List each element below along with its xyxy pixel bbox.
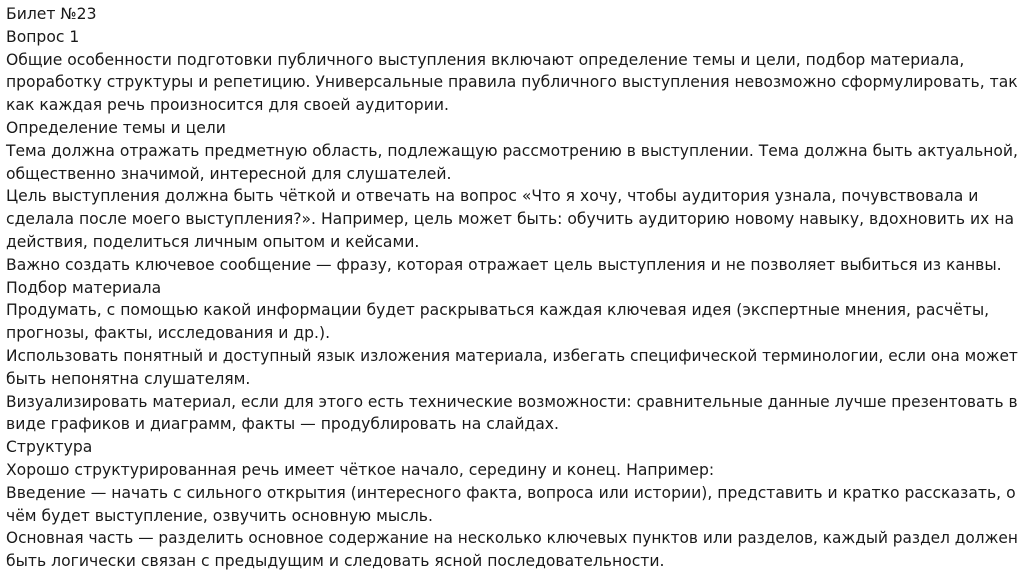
section-heading: Подбор материала	[6, 278, 162, 297]
text-line: общественно значимой, интересной для слушателей.	[6, 164, 452, 183]
text-line: проработку структуры и репетицию. Универсальные правила публичного выступления невозможно сформулировать, так	[6, 73, 1018, 92]
text-line: Хорошо структурированная речь имеет чёткое начало, середину и конец. Например:	[6, 460, 715, 479]
text-line: прогнозы, факты, исследования и др.).	[6, 324, 331, 343]
text-line: Важно создать ключевое сообщение — фразу, которая отражает цель выступления и не позволяет выбиться из канвы.	[6, 255, 1002, 274]
text-line: Продумать, с помощью какой информации будет раскрываться каждая ключевая идея (экспертные мнения, расчёты,	[6, 301, 990, 320]
section-heading: Структура	[6, 438, 93, 457]
text-line: Основная часть — разделить основное содержание на несколько ключевых пунктов или разделов, каждый раздел должен	[6, 529, 1018, 548]
text-line: быть логически связан с предыдущим и следовать ясной последовательности.	[6, 552, 665, 571]
text-line: Тема должна отражать предметную область, подлежащую рассмотрению в выступлении. Тема должна быть актуальной,	[6, 141, 1018, 160]
text-line: Общие особенности подготовки публичного выступления включают определение темы и цели, подбор материала,	[6, 50, 965, 69]
text-line: быть непонятна слушателям.	[6, 369, 251, 388]
text-line: Введение — начать с сильного открытия (интересного факта, вопроса или истории), представить и кратко рассказать, о	[6, 483, 1016, 502]
text-line: Визуализировать материал, если для этого есть технические возможности: сравнительные данные лучше презентовать в	[6, 392, 1018, 411]
document-page	[6, 3, 1018, 573]
text-line: Цель выступления должна быть чёткой и отвечать на вопрос «Что я хочу, чтобы аудитория узнала, почувствовала и	[6, 187, 979, 206]
text-line: Использовать понятный и доступный язык изложения материала, избегать специфической терминологии, если она может	[6, 346, 1018, 365]
text-line: чём будет выступление, озвучить основную мысль.	[6, 506, 433, 525]
text-line: как каждая речь произносится для своей аудитории.	[6, 96, 449, 115]
text-line: сделала после моего выступления?». Например, цель может быть: обучить аудиторию новому навыку, вдохновить их на	[6, 210, 1015, 229]
section-heading: Определение темы и цели	[6, 118, 226, 137]
text-line: виде графиков и диаграмм, факты — продублировать на слайдах.	[6, 415, 559, 434]
question-label: Вопрос 1	[6, 27, 80, 46]
text-line: действия, поделиться личным опытом и кейсами.	[6, 232, 420, 251]
ticket-title: Билет №23	[6, 5, 97, 23]
